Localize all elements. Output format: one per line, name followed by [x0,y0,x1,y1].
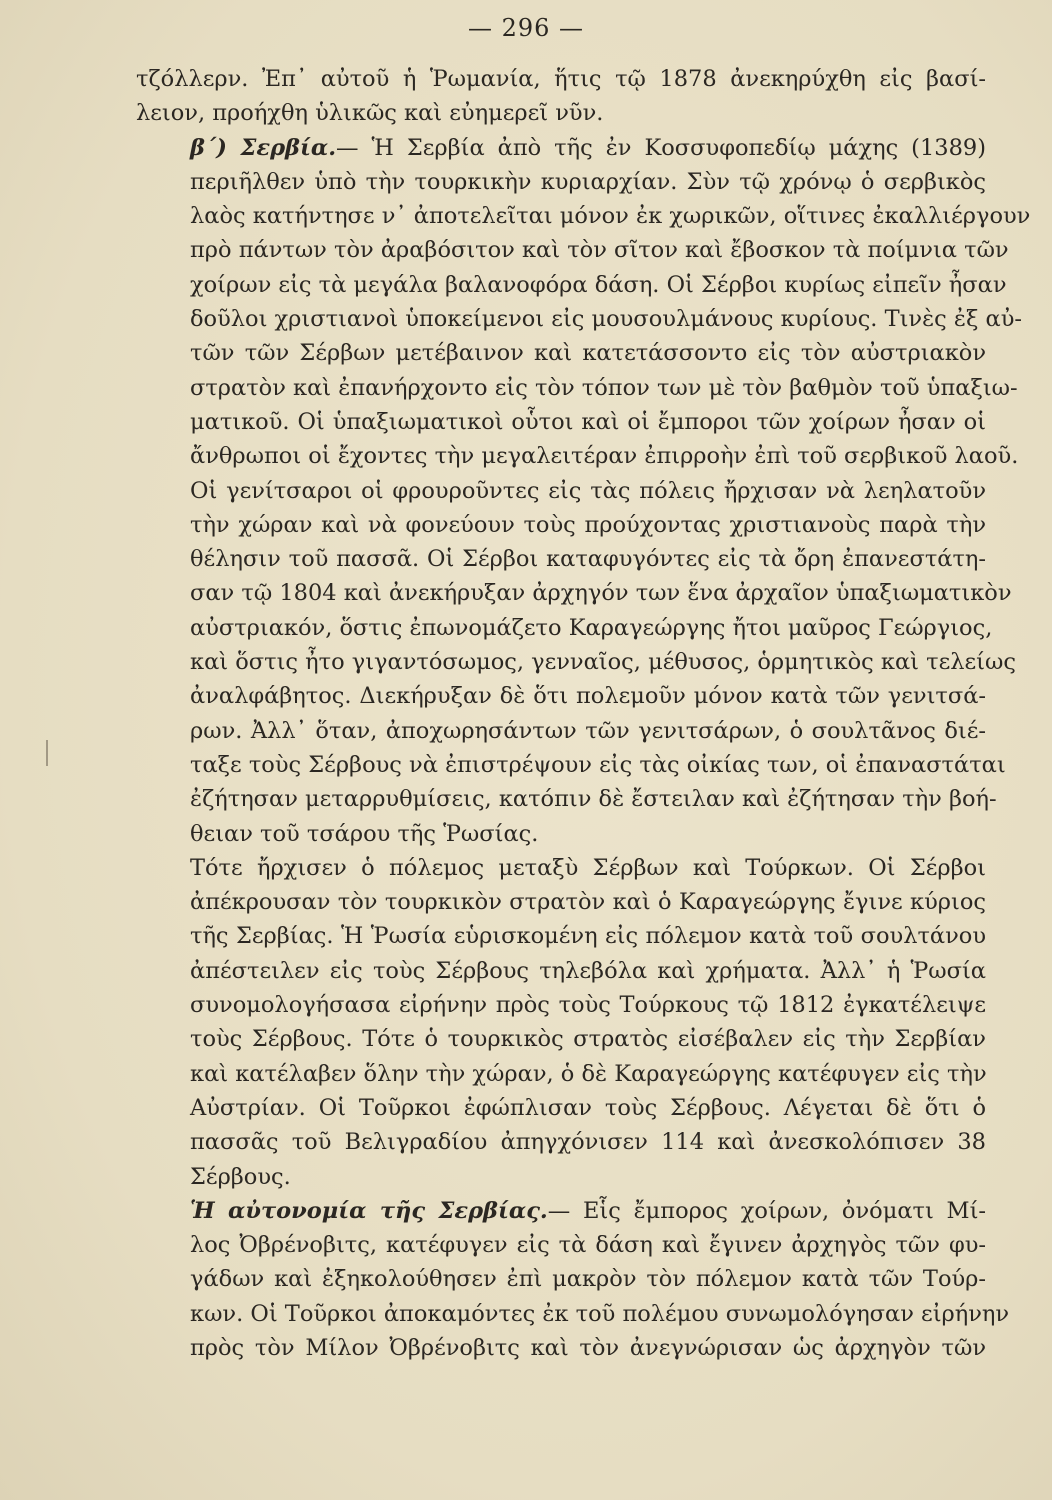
text-line: συνομολογήσασα εἰρήνην πρὸς τοὺς Τούρκους τῷ 1812 ἐγκατέλειψε [190,992,986,1019]
paragraph-serbia [136,131,1031,474]
text-line-rest: — Εἷς ἔμπορος χοίρων, ὀνόματι Μί- [547,1197,987,1224]
text-line: τοὺς Σέρβους. Τότε ὁ τουρκικὸς στρατὸς εἰσέβαλεν εἰς τὴν Σερβίαν [190,1026,986,1053]
text-line: περιῆλθεν ὑπὸ τὴν τουρκικὴν κυριαρχίαν. Σὺν τῷ χρόνῳ ὁ σερβικὸς [190,168,986,195]
text-line: ἐζήτησαν μεταρρυθμίσεις, κατόπιν δὲ ἔστειλαν καὶ ἐζήτησαν τὴν βοή- [190,786,997,813]
text-line: θέλησιν τοῦ πασσᾶ. Οἱ Σέρβοι καταφυγόντες εἰς τὰ ὄρη ἐπανεστάτη- [190,546,986,573]
text-line: ἀπέκρουσαν τὸν τουρκικὸν στρατὸν καὶ ὁ Καραγεώργης ἔγινε κύριος [190,889,986,916]
text-line: τζόλλερν. Ἐπ᾽ αὐτοῦ ἡ Ῥωμανία, ἥτις τῷ 1878 ἀνεκηρύχθη εἰς βασί- [136,66,986,92]
section-heading-serbia: β΄) Σερβία. [190,134,337,161]
text-line: ρων. Ἀλλ᾽ ὅταν, ἀποχωρησάντων τῶν γενιτσάρων, ὁ σουλτᾶνος διέ- [190,717,986,744]
body-text [136,62,1031,1365]
margin-mark [46,740,48,766]
text-line: τὴν χώραν καὶ νὰ φονεύουν τοὺς προύχοντας χριστιανοὺς παρὰ τὴν [190,511,986,538]
text-line: Σέρβους. [190,1163,291,1190]
text-line: ἀπέστειλεν εἰς τοὺς Σέρβους τηλεβόλα καὶ χρήματα. Ἀλλ᾽ ἡ Ῥωσία [190,957,986,984]
text-line: πασσᾶς τοῦ Βελιγραδίου ἀπηγχόνισεν 114 καὶ ἀνεσκολόπισεν 38 [190,1129,986,1156]
paragraph-romania-end [136,62,986,131]
paragraph-war [136,851,986,1194]
text-line: γάδων καὶ ἐξηκολούθησεν ἐπὶ μακρὸν τὸν πόλεμον κατὰ τῶν Τούρ- [190,1266,986,1293]
text-line: Αὐστρίαν. Οἱ Τοῦρκοι ἐφώπλισαν τοὺς Σέρβους. Λέγεται δὲ ὅτι ὁ [190,1094,986,1121]
text-line: δοῦλοι χριστιανοὶ ὑποκείμενοι εἰς μουσουλμάνους κυρίους. Τινὲς ἐξ αὐ- [190,306,1023,333]
text-line: Οἱ γενίτσαροι οἱ φρουροῦντες εἰς τὰς πόλεις ἤρχισαν νὰ λεηλατοῦν [190,477,986,504]
text-line: θειαν τοῦ τσάρου τῆς Ῥωσίας. [190,820,539,847]
text-line: Τότε ἤρχισεν ὁ πόλεμος μεταξὺ Σέρβων καὶ Τούρκων. Οἱ Σέρβοι [190,854,986,881]
text-line: αὐστριακόν, ὅστις ἐπωνομάζετο Καραγεώργης ἤτοι μαῦρος Γεώργιος, [190,614,993,641]
text-line: λειον, προήχθη ὑλικῶς καὶ εὐημερεῖ νῦν. [136,100,604,127]
paragraph-autonomy [136,1194,1010,1365]
text-line: ταξε τοὺς Σέρβους νὰ ἐπιστρέψουν εἰς τὰς οἰκίας των, οἱ ἐπαναστάται [190,751,1006,778]
text-line-rest: — Ἡ Σερβία ἀπὸ τῆς ἐν Κοσσυφοπεδίῳ μάχης (1389) [336,134,986,161]
text-line: κων. Οἱ Τοῦρκοι ἀποκαμόντες ἐκ τοῦ πολέμου συνωμολόγησαν εἰρήνην [190,1300,1010,1327]
text-line: καὶ ὅστις ἦτο γιγαντόσωμος, γενναῖος, μέθυσος, ὁρμητικὸς καὶ τελείως [190,649,1016,676]
section-heading-autonomy: Ἡ αὐτονομία τῆς Σερβίας. [190,1197,548,1224]
text-line: ἀναλφάβητος. Διεκήρυξαν δὲ ὅτι πολεμοῦν μόνον κατὰ τῶν γενιτσά- [190,683,986,710]
page-number: — 296 — [467,14,585,42]
text-line [136,1194,986,1228]
text-line: λαὸς κατήντησε ν᾽ ἀποτελεῖται μόνον ἐκ χωρικῶν, οἵτινες ἐκαλλιέργουν [190,203,1031,230]
text-line: λος Ὀβρένοβιτς, κατέφυγεν εἰς τὰ δάση καὶ ἔγινεν ἀρχηγὸς τῶν φυ- [190,1232,986,1259]
text-line: στρατὸν καὶ ἐπανήρχοντο εἰς τὸν τόπον των μὲ τὸν βαθμὸν τοῦ ὑπαξιω- [190,374,1018,401]
text-line: χοίρων εἰς τὰ μεγάλα βαλανοφόρα δάση. Οἱ Σέρβοι κυρίως εἰπεῖν ἦσαν [190,271,1007,298]
text-line: τῆς Σερβίας. Ἡ Ῥωσία εὑρισκομένη εἰς πόλεμον κατὰ τοῦ σουλτάνου [190,923,986,950]
text-line: τῶν τῶν Σέρβων μετέβαινον καὶ κατετάσσοντο εἰς τὸν αὐστριακὸν [190,340,986,367]
text-line: πρὸς τὸν Μίλον Ὀβρένοβιτς καὶ τὸν ἀνεγνώρισαν ὡς ἀρχηγὸν τῶν [190,1334,986,1361]
text-line: ματικοῦ. Οἱ ὑπαξιωματικοὶ οὗτοι καὶ οἱ ἔμποροι τῶν χοίρων ἦσαν οἱ [190,408,986,435]
paragraph-janissaries [136,474,1016,851]
text-line: πρὸ πάντων τὸν ἀραβόσιτον καὶ τὸν σῖτον καὶ ἔβοσκον τὰ ποίμνια τῶν [190,237,1009,264]
text-line: ἄνθρωποι οἱ ἔχοντες τὴν μεγαλειτέραν ἐπιρροὴν ἐπὶ τοῦ σερβικοῦ λαοῦ. [190,443,1019,470]
text-line: καὶ κατέλαβεν ὅλην τὴν χώραν, ὁ δὲ Καραγεώργης κατέφυγεν εἰς τὴν [190,1060,987,1087]
text-line: σαν τῷ 1804 καὶ ἀνεκήρυξαν ἀρχηγόν των ἕνα ἀρχαῖον ὑπαξιωματικὸν [190,580,1012,607]
text-line [136,131,986,165]
